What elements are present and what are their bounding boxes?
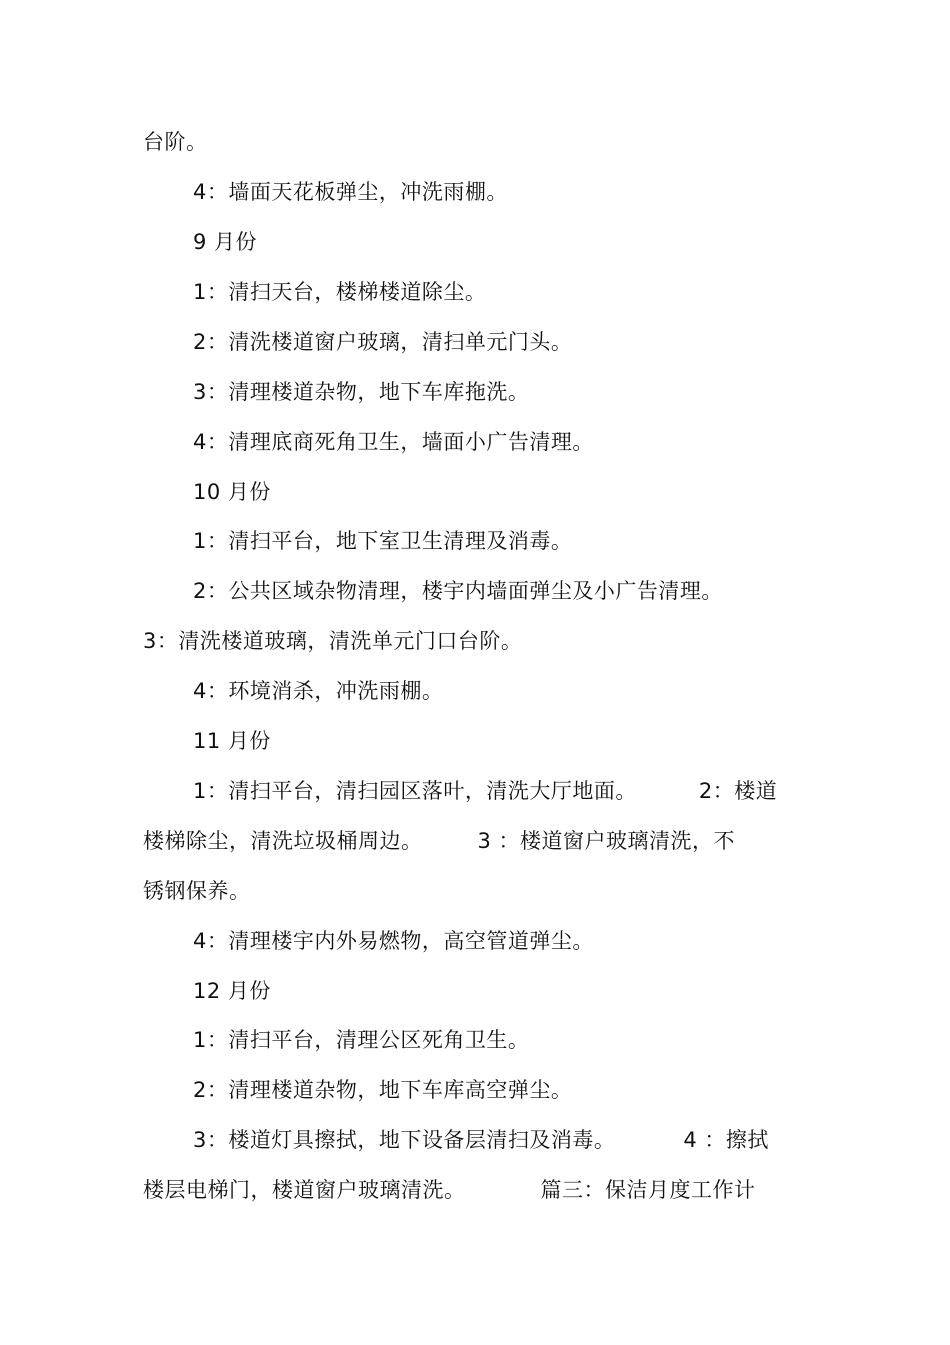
paragraph-line: 2：清理楼道杂物，地下车库高空弹尘。 (193, 1078, 573, 1102)
paragraph-line: 4：清理底商死角卫生，墙面小广告清理。 (193, 430, 594, 454)
line-segment: 3 ：楼道窗户玻璃清洗，不 (477, 829, 736, 853)
paragraph-line (193, 776, 777, 806)
paragraph-line: 4：墙面天花板弹尘，冲洗雨棚。 (193, 180, 508, 204)
paragraph-line (193, 1125, 769, 1155)
paragraph-line: 4：清理楼宇内外易燃物，高空管道弹尘。 (193, 929, 594, 953)
paragraph-line (143, 1175, 756, 1205)
paragraph-line: 4：环境消杀，冲洗雨棚。 (193, 679, 444, 703)
paragraph-line: 台阶。 (143, 130, 208, 154)
paragraph-line: 2：公共区域杂物清理，楼宇内墙面弹尘及小广告清理。 (193, 579, 723, 603)
paragraph-line: 2：清洗楼道窗户玻璃，清扫单元门头。 (193, 330, 573, 354)
month-heading: 11 月份 (193, 729, 271, 753)
paragraph-line: 锈钢保养。 (143, 879, 251, 903)
line-segment: 4 ：擦拭 (683, 1128, 769, 1152)
line-segment: 2：楼道 (698, 779, 778, 803)
month-heading: 9 月份 (193, 230, 258, 254)
line-segment: 篇三：保洁月度工作计 (540, 1178, 756, 1202)
paragraph-line: 1：清扫天台，楼梯楼道除尘。 (193, 280, 487, 304)
line-segment: 楼梯除尘，清洗垃圾桶周边。 (143, 829, 423, 853)
month-heading: 10 月份 (193, 480, 271, 504)
line-segment: 1：清扫平台，清扫园区落叶，清洗大厅地面。 (193, 779, 637, 803)
paragraph-line (143, 826, 735, 856)
paragraph-line: 3：清理楼道杂物，地下车库拖洗。 (193, 380, 530, 404)
line-segment: 3：楼道灯具擦拭，地下设备层清扫及消毒。 (193, 1128, 616, 1152)
paragraph-line: 1：清扫平台，清理公区死角卫生。 (193, 1028, 530, 1052)
paragraph-line: 3：清洗楼道玻璃，清洗单元门口台阶。 (143, 629, 523, 653)
month-heading: 12 月份 (193, 979, 271, 1003)
paragraph-line: 1：清扫平台，地下室卫生清理及消毒。 (193, 529, 573, 553)
line-segment: 楼层电梯门，楼道窗户玻璃清洗。 (143, 1178, 466, 1202)
